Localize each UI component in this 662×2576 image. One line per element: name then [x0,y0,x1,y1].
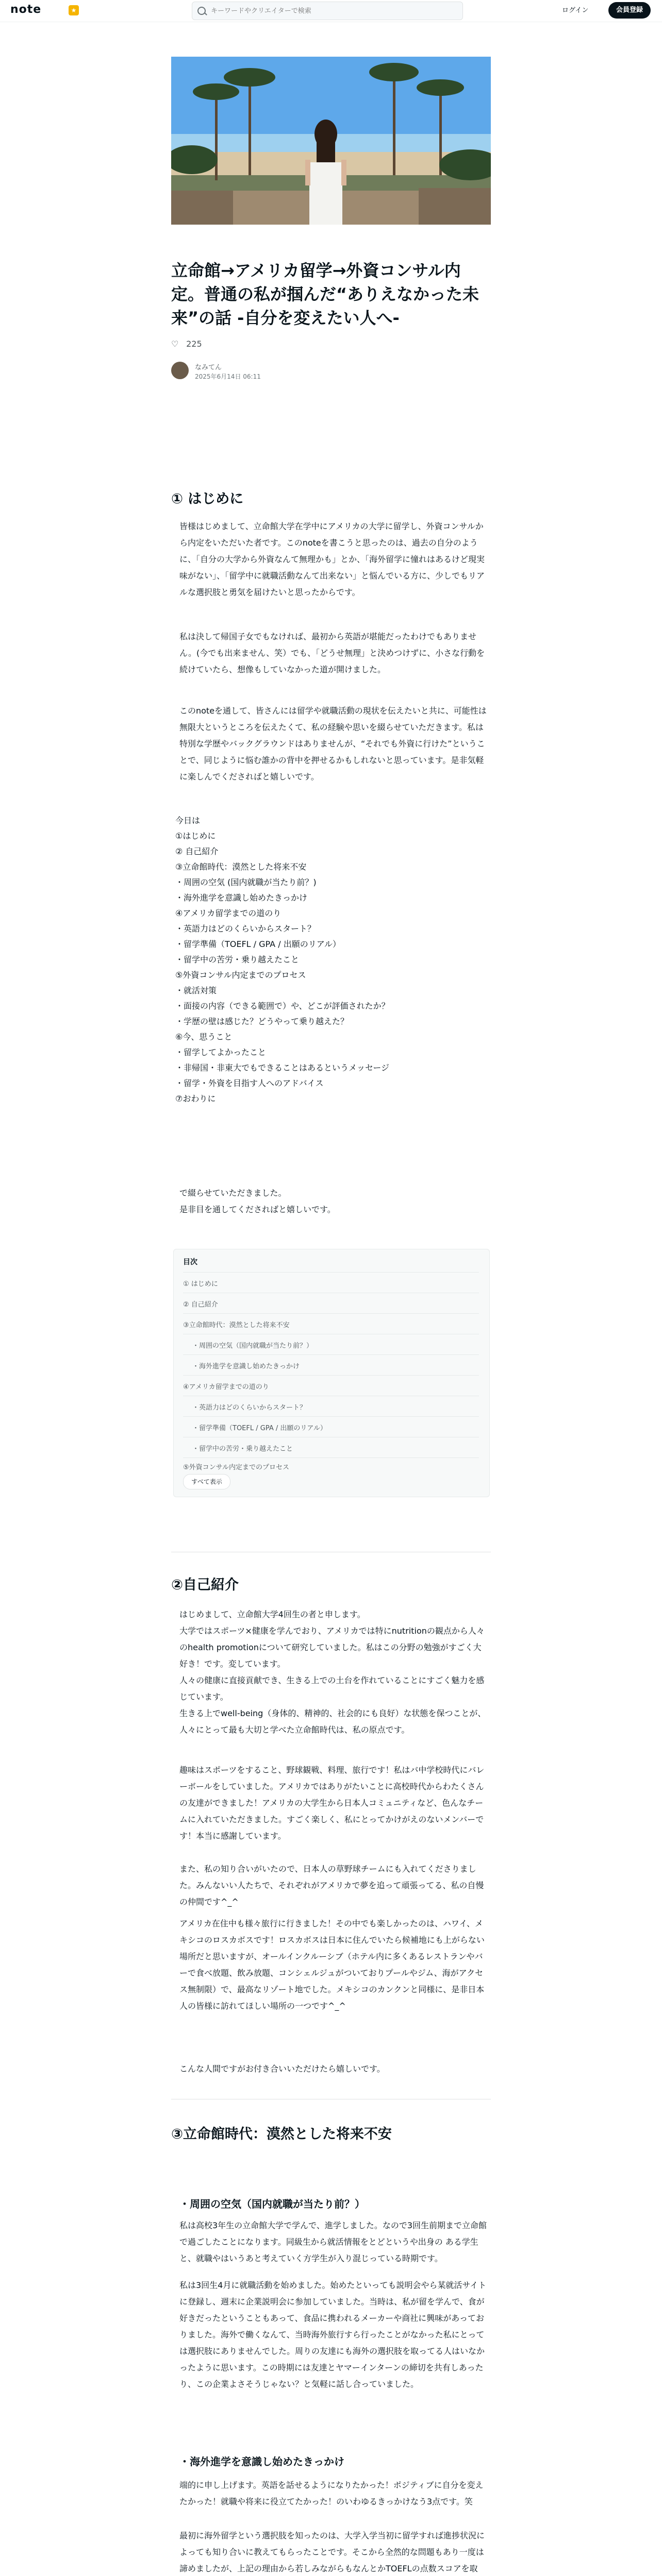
search-input[interactable] [210,5,454,16]
divider [183,1354,479,1355]
author-block [171,361,491,383]
paragraph: はじめまして、立命館大学4回生の者と申します。 [179,1609,366,1619]
list-item: ⑤外資コンサル内定までのプロセス [175,970,306,980]
paragraph: 端的に申し上げます。英語を話せるようになりたかった！ポジティブに自分を変えたかった！就職や将来に役立てたかった！のいわゆるきっかけなう3点です。笑 [179,2480,484,2506]
list-item: ⑥今、思うこと [175,1032,233,1042]
list-item: ⑦おわりに [175,1094,216,1104]
author-name[interactable]: なみてん [195,364,222,371]
paragraph: で綴らせていただきました。 [179,1188,287,1198]
paragraph: 大学ではスポーツ×健康を学んでおり、アメリカでは特にnutritionの観点から人々のhealth promotionについて研究していました。私はこの分野の勉強がすごく大好き！です。変しています。 [179,1626,485,1669]
list-item: ・留学準備（TOEFL / GPA / 出願のリアル） [175,939,341,949]
search-box[interactable] [192,2,463,20]
show-all-button[interactable]: すべて表示 [183,1474,230,1489]
toc-item[interactable]: ④アメリカ留学までの道のり [183,1383,269,1391]
section-heading: ③立命館時代：漠然とした将来不安 [171,2126,392,2142]
paragraph: こんな人間ですがお付き合いいただけたら嬉しいです。 [179,2064,385,2074]
paragraph: 是非目を通してくださればと嬉しいです。 [179,1205,336,1214]
list-item: ② 自己紹介 [175,846,219,856]
paragraph: 最初に海外留学という選択肢を知ったのは、大学入学当初に留学すれば進捗状況によっても知り合いに教えてもらったことです。そこから全然的な問題もあり一度は諦めましたが、上記の理由から若しみながらもなんとかTOEFLの点数スコアを取 [179,2531,485,2573]
list-item: ④アメリカ留学までの道のり [175,908,282,918]
list-item: ・海外進学を意識し始めたきっかけ [175,893,308,903]
divider [183,1416,479,1417]
list-item: ・留学・外資を目指す人へのアドバイス [175,1078,324,1088]
list-item: ・就活対策 [175,986,217,995]
article-title: 立命館→アメリカ留学→外資コンサル内定。普通の私が掴んだ“ありえなかった未来”の話 -自分を変えたい人へ- [171,261,479,328]
list-item: ・英語力はどのくらいからスタート？ [175,924,316,934]
list-item: ・留学してよかったこと [175,1047,267,1057]
paragraph: 私は高校3年生の立命館大学で学んで、進学しました。なので3回生前期まで立命館で過ごしたことになります。同級生から就活情報をとどというや出身の ある学生と、就職やはいうあと考えていく方学生が入り混じっている時期です。 [179,2221,487,2263]
beach-photo [171,57,491,225]
toc-item[interactable]: ② 自己紹介 [183,1301,218,1309]
toc-item[interactable]: ・海外進学を意識し始めたきっかけ [192,1363,300,1370]
list-item: ・留学中の苦労・乗り越えたこと [175,955,300,964]
search-icon [197,7,206,15]
divider [183,1375,479,1376]
sub-heading: ・海外進学を意識し始めたきっかけ [179,2455,344,2468]
intro-list [175,813,485,1107]
toc-item[interactable]: ・留学中の苦労・乗り越えたこと [192,1445,293,1453]
list-item: ・学歴の壁は感じた？どうやって乗り越えた？ [175,1016,349,1026]
sub-heading: ・周囲の空気（国内就職が当たり前？） [179,2198,365,2210]
paragraph: 趣味はスポーツをすること、野球観戦、料理、旅行です！私はバ中学校時代にバレーボールをしていました。アメリカではありがたいことに高校時代からわたくさんの友達ができました！アメリカの大学生から日本人コミュニティなど、色んなチームに入れていただきました。すごく楽しく、私にとってかけがえのないメンバーです！本当に感謝しています。 [179,1765,485,1841]
avatar[interactable] [171,362,189,379]
login-link[interactable]: ログイン [562,7,589,14]
hero-image [171,57,491,225]
paragraph: 人々の健康に直接貢献でき、生きる上での土台を作れていることにすごく魅力を感じています。 [179,1675,485,1702]
toc-item[interactable]: ⑤外資コンサル内定までのプロセス [183,1464,290,1471]
paragraph: 私は3回生4月に就職活動を始めました。始めたといっても説明会やら某就活サイトに登録し、週末に企業説明会に参加していました。当時は、私が留を学んで、食が好きだったということもあって、食品に携われるメーカーや商社に興味があっておりました。海外で働くなんて、当時海外旅行すら行ったことがなかった私にとっては選択肢にありませんでした。周りの友達にも海外の選択肢を取ってる人はいなかったように思います。この時期には友達とヤマーインターンの締切を共有しあったり、この企業よさそうじゃない？と気軽に話し合っていました。 [179,2280,487,2389]
list-item: ③立命館時代：漠然とした将来不安 [175,862,307,872]
divider [183,1313,479,1314]
publish-date: 2025年6月14日 06:11 [195,373,261,380]
logo-badge-icon: ★ [69,5,79,15]
toc-item[interactable]: ・英語力はどのくらいからスタート？ [192,1404,307,1412]
toc-item[interactable]: ③立命館時代：漠然とした将来不安 [183,1321,290,1329]
toc-item[interactable]: ・留学準備（TOEFL / GPA / 出願のリアル） [192,1425,327,1432]
table-of-contents [173,1249,490,1497]
paragraph: アメリカ在住中も様々旅行に行きました！その中でも楽しかったのは、ハワイ、メキシコのロスカボスです！ロスカボスは日本に住んでいたら候補地にも上がらない場所だと思いますが、オールインクルーシブ（ホテル内に多くあるレストランやバーで食べ放題、飲み放題、コンシェルジュがついておりプールやジム、海がアクセス無制限）で、最高なリゾート地でした。メキシコのカンクンと同様に、是非日本人の皆様に訪れてほしい場所の一つです^_^ [179,1919,485,2011]
list-intro: 今日は [175,816,201,825]
list-item: ・面接の内容（できる範囲で）や、どこが評価されたか？ [175,1001,390,1011]
signup-button[interactable]: 会員登録 [608,2,651,19]
paragraph: また、私の知り合いがいたので、日本人の草野球チームにも入れてくださりました。みんないい人たちで、それぞれがアメリカで夢を追って頑張ってる、私の自慢の仲間です^_^ [179,1864,484,1907]
paragraph: 私は決して帰国子女でもなければ、最初から英語が堪能だったわけでもありません。(今でも出来ません、笑）でも、「どうせ無理」と決めつけずに、小さな行動を続けていたら、想像もしていなかった道が開けました。 [179,632,485,674]
list-item: ①はじめに [175,831,216,841]
divider [183,1272,479,1273]
list-item: ・周囲の空気 (国内就職が当たり前？) [175,877,317,887]
toc-item[interactable]: ① はじめに [183,1280,218,1288]
paragraph: 生きる上でwell-being（身体的、精神的、社会的にも良好）な状態を保つことが、人々にとって最も大切と学べた立命館時代は、私の原点です。 [179,1708,486,1735]
note-logo[interactable]: note [10,3,42,16]
heart-icon[interactable]: ♡ [171,339,179,349]
site-header [0,0,662,22]
paragraph: 皆様はじめまして、立命館大学在学中にアメリカの大学に留学し、外資コンサルから内定をいただいた者です。このnoteを書こうと思ったのは、過去の自分のように、「自分の大学から外資なんて無理かも」とか、「海外留学に憧れはあるけど現実味がない」、「留学中に就職活動なんて出来ない」と悩んでいる方に、少しでもリアルな選択肢と勇気を届けたいと思ったからです。 [179,521,485,597]
list-item: ・非帰国・非東大でもできることはあるというメッセージ [175,1063,390,1073]
section-heading: ②自己紹介 [171,1577,239,1593]
toc-item[interactable]: ・周囲の空気（国内就職が当たり前？） [192,1342,313,1350]
like-count: 225 [186,339,202,349]
like-row [171,339,202,349]
section-heading: ① はじめに [171,491,244,507]
paragraph: このnoteを通して、皆さんには留学や就職活動の現状を伝えたいと共に、可能性は無限大というところを伝えたくて、私の経験や思いを綴らせていただきます。私は特別な学歴やバックグラウンドはありませんが、“それでも外資に行けた”ということで、同じように悩む誰かの背中を押せるかもしれないと思っています。是非気軽に楽しんでくださればと嬉しいです。 [179,706,487,782]
toc-heading: 目次 [183,1258,197,1266]
